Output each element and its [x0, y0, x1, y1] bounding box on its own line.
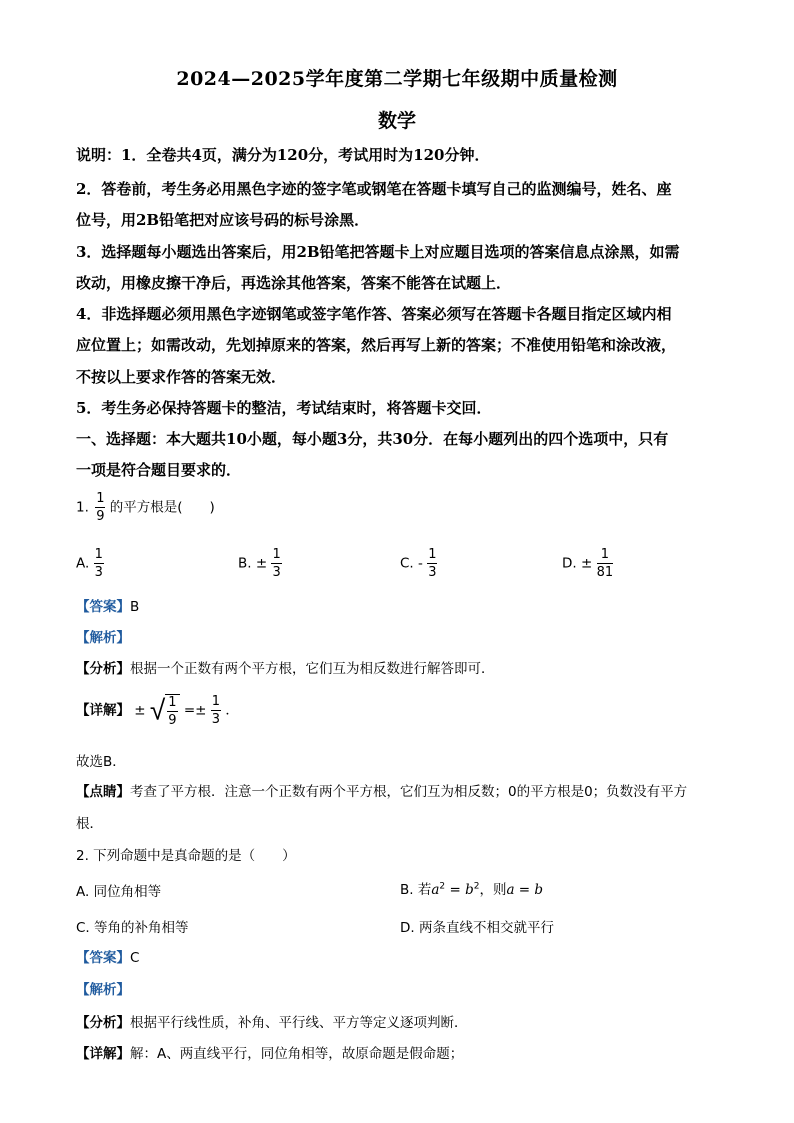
q1-answer: 【答案】B	[76, 599, 140, 615]
instruction-4b: 应位置上；如需改动，先划掉原来的答案，然后再写上新的答案；不准使用铅笔和涂改液，	[76, 336, 677, 354]
q1-xiangjie: 【详解】 ± √ $\frac{1}{9}$ =± $\frac{1}{3}$ ．	[76, 693, 239, 728]
question-text: 的平方根是( )	[109, 499, 215, 516]
q1-option-d: D. ± $\frac{1}{81}$	[562, 547, 614, 580]
instruction-5: 5．考生务必保持答题卡的整洁，考试结束时，将答题卡交回．	[76, 399, 492, 417]
instruction-3b: 改动，用橡皮擦干净后，再选涂其他答案，答案不能答在试题上．	[76, 274, 512, 292]
subject-title: 数学	[377, 110, 416, 132]
q2-analysis-tag: 【解析】	[76, 982, 130, 998]
square-root: √ $\frac{1}{9}$	[150, 694, 180, 727]
q1-option-b: B. ± $\frac{1}{3}$	[238, 547, 281, 580]
question-number: 1.	[76, 499, 89, 516]
instruction-1: 说明：1．全卷共4页，满分为120分，考试用时为120分钟．	[76, 146, 490, 164]
section-1-heading-b: 一项是符合题目要求的．	[76, 461, 242, 479]
fraction-one-ninth: $\frac{1}{9}$	[96, 491, 105, 524]
q1-dianjing: 【点睛】考查了平方根．注意一个正数有两个平方根，它们互为相反数；0的平方根是0；负数没有平方	[76, 784, 688, 800]
q2-answer: 【答案】C	[76, 950, 140, 966]
q2-option-c: C. 等角的补角相等	[76, 920, 189, 936]
q1-dianjing-cont: 根．	[76, 816, 103, 832]
q1-option-a: A. $\frac{1}{3}$	[76, 547, 103, 580]
q1-fenxi: 【分析】根据一个正数有两个平方根，它们互为相反数进行解答即可．	[76, 661, 495, 677]
q1-analysis-tag: 【解析】	[76, 630, 130, 646]
q2-option-a: A. 同位角相等	[76, 884, 162, 900]
q2-option-b: B. 若$a^2 = b^2$，则a = b	[400, 881, 544, 898]
q1-option-c: C. - $\frac{1}{3}$	[400, 547, 437, 580]
q2-fenxi: 【分析】根据平行线性质，补角、平行线、平方等定义逐项判断．	[76, 1015, 468, 1031]
instruction-4c: 不按以上要求作答的答案无效．	[76, 368, 287, 386]
q2-option-d: D. 两条直线不相交就平行	[400, 920, 554, 936]
instruction-3a: 3．选择题每小题选出答案后，用2B铅笔把答题卡上对应题目选项的答案信息点涂黑，如需	[76, 243, 680, 261]
question-2-stem: 2. 下列命题中是真命题的是（ ）	[76, 848, 296, 864]
q2-xiangjie: 【详解】解：A、两直线平行，同位角相等，故原命题是假命题；	[76, 1046, 464, 1062]
question-1-stem	[76, 492, 215, 523]
instruction-2a: 2．答卷前，考生务必用黑色字迹的签字笔或钢笔在答题卡填写自己的监测编号，姓名、座	[76, 180, 672, 198]
exam-title: 2024—2025学年度第二学期七年级期中质量检测	[176, 68, 618, 90]
q1-conclusion: 故选B．	[76, 754, 126, 770]
instruction-4a: 4．非选择题必须用黑色字迹钢笔或签字笔作答、答案必须写在答题卡各题目指定区域内相	[76, 305, 672, 323]
instruction-2b: 位号，用2B铅笔把对应该号码的标号涂黑．	[76, 211, 370, 229]
section-1-heading-a: 一、选择题：本大题共10小题，每小题3分，共30分．在每小题列出的四个选项中，只有	[76, 430, 669, 448]
